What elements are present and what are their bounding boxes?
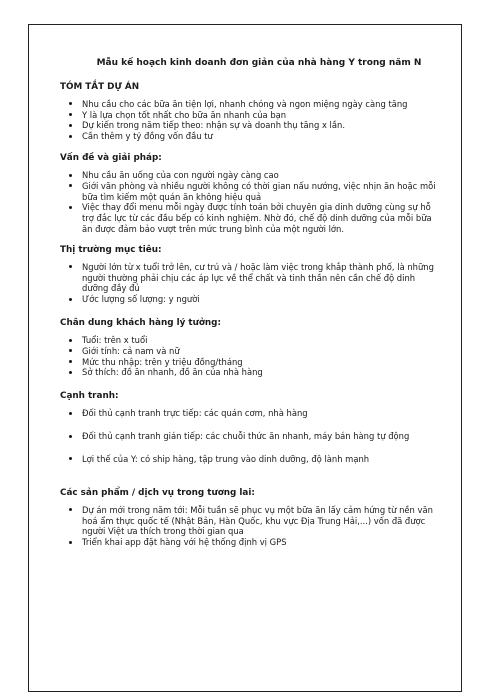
list-item: Cần thêm y tỷ đồng vốn đầu tư [82,131,438,142]
list-item: Đối thủ cạnh tranh trực tiếp: các quán cơm, nhà hàng [82,408,438,419]
list-item: Y là lựa chọn tốt nhất cho bữa ăn nhanh của bạn [82,110,438,121]
list-item: Triển khai app đặt hàng với hệ thống định vị GPS [82,537,438,548]
list-item: Lợi thế của Y: có ship hàng, tập trung vào dinh dưỡng, độ lành mạnh [82,454,438,465]
list-item: Tuổi: trên x tuổi [82,335,438,346]
list-item: Dự kiến trong năm tiếp theo: nhận sự và doanh thụ tăng x lần. [82,120,438,131]
list-item: Việc thay đổi menu mỗi ngày được tính toán bởi chuyên gia dinh dưỡng cùng sự hỗ trợ đắc lực từ các đầu bếp có kinh nghiệm. Nhờ đó, chế độ dinh dưỡng của mỗi bữa ăn được đảm bảo vượt trên mức trung bình của một người lớn. [82,202,438,234]
list-item: Nhu cầu ăn uống của con người ngày càng cao [82,170,438,181]
list-item: Giới văn phòng và nhiều người không có thời gian nấu nướng, việc nhịn ăn hoặc mỗi bữa tìm kiếm một quán ăn không hiệu quả [82,181,438,203]
bullet-list [60,170,438,235]
section-heading: Các sản phẩm / dịch vụ trong tương lai: [60,487,255,498]
section-problem-solution [60,153,438,235]
section-heading: Vấn đề và giải pháp: [60,152,162,163]
bullet-list [60,335,438,378]
bullet-list [60,262,438,305]
list-item: Mức thu nhập: trên y triệu đồng/tháng [82,357,438,368]
document-body [60,58,438,548]
section-project-summary [60,82,438,142]
list-item: Người lớn từ x tuổi trở lên, cư trú và / hoặc làm việc trong khắp thành phố, là những người thường phải chịu các áp lực về thể chất và tinh thần nên cần chế độ dinh dưỡng đầy đủ [82,262,438,294]
section-ideal-customer [60,318,438,378]
bullet-list [60,408,438,464]
document-title: Mẫu kế hoạch kinh doanh đơn giản của nhà hàng Y trong năm N [96,58,422,68]
section-heading: Chân dung khách hàng lý tưởng: [60,317,221,328]
section-heading: Cạnh tranh: [60,391,119,402]
section-competition [60,391,438,465]
section-heading: TÓM TẮT DỰ ÁN [60,81,140,92]
section-heading: Thị trường mục tiêu: [60,244,162,255]
list-item: Ước lượng số lượng: y người [82,294,438,305]
list-item: Đối thủ cạnh tranh gián tiếp: các chuỗi thức ăn nhanh, máy bán hàng tự động [82,431,438,442]
list-item: Dự án mới trong năm tới: Mỗi tuần sẽ phục vụ một bữa ăn lấy cảm hứng từ nền văn hoá ẩm thực quốc tế (Nhật Bản, Hàn Quốc, khu vực Địa Trung Hải,...) vốn đã được người Việt ưa thích trong thời gian qua [82,505,438,537]
section-target-market [60,245,438,305]
bullet-list [60,99,438,142]
section-future-products [60,488,438,548]
list-item: Giới tính: cả nam và nữ [82,346,438,357]
list-item: Sở thích: đồ ăn nhanh, đồ ăn của nhà hàng [82,367,438,378]
bullet-list [60,505,438,548]
list-item: Nhu cầu cho các bữa ăn tiện lợi, nhanh chóng và ngon miệng ngày càng tăng [82,99,438,110]
